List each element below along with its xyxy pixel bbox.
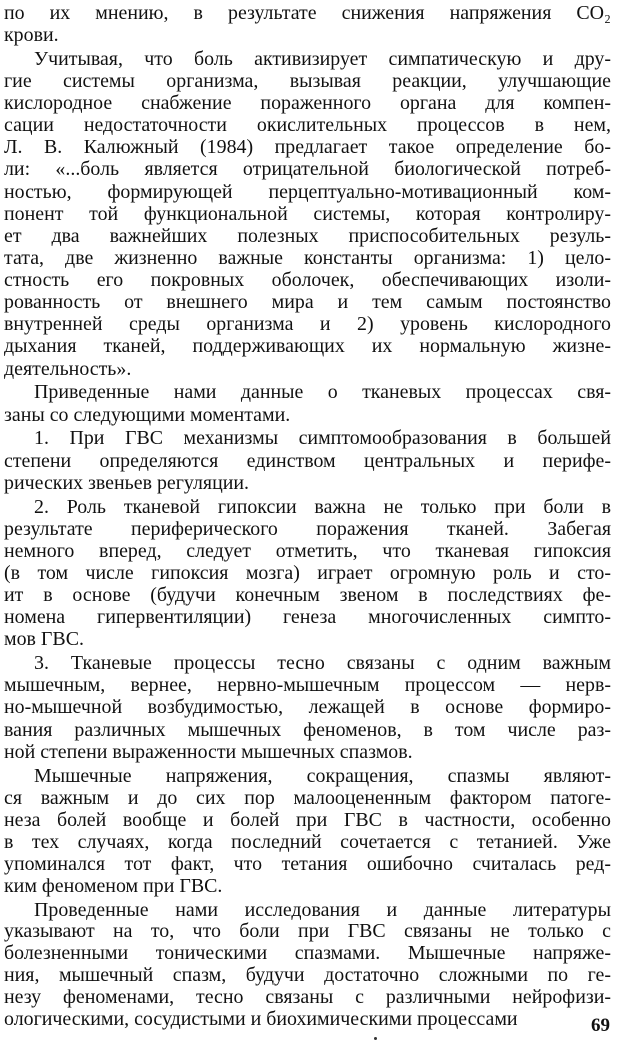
text-line: (в том числе гипоксия мозга) играет огромную роль и сто- — [4, 561, 611, 584]
book-page — [4, 0, 611, 1051]
page-number: 69 — [591, 1015, 610, 1036]
text-line: внутренней среды организма и 2) уровень кислородного — [4, 313, 611, 336]
text-line: Мышечные напряжения, сокращения, спазмы являют- — [34, 764, 611, 787]
text-line: заны со следующими моментами. — [4, 403, 291, 426]
text-line: вания различных мышечных феноменов, в том числе раз- — [4, 718, 611, 741]
text-line: ной степени выраженности мышечных спазмов. — [4, 740, 413, 763]
text-line: рованность от внешнего мира и тем самым постоянство — [4, 291, 611, 314]
text-line: Приведенные нами данные о тканевых процессах свя- — [34, 381, 611, 404]
text-line: ния, мышечный спазм, будучи достаточно сложными по ге- — [4, 963, 611, 986]
text-line: но-мышечной возбудимостью, лежащей в основе формиро- — [4, 696, 611, 719]
text-line: степени определяются единством центральных и перифе- — [4, 449, 611, 472]
text-line: немного вперед, следует отметить, что тканевая гипоксия — [4, 539, 611, 562]
text-line: болезненными тоническими спазмами. Мышечные напряже- — [4, 941, 611, 964]
text-line: Учитывая, что боль активизирует симпатическую и дру- — [34, 47, 611, 70]
text-line: кислородное снабжение пораженного органа для компен- — [4, 92, 611, 115]
text-line: по их мнению, в результате снижения напряжения CO₂ — [4, 1, 611, 24]
text-line: незу феноменами, тесно связаны с различными нейрофизи- — [4, 985, 611, 1008]
text-line: упоминался тот факт, что тетания ошибочно считалась ред- — [4, 853, 611, 876]
text-line: в тех случаях, когда последний сочетается с тетанией. Уже — [4, 831, 611, 853]
text-line: деятельность». — [4, 357, 132, 380]
print-speck — [374, 1037, 377, 1040]
text-line: рических звеньев регуляции. — [4, 471, 250, 494]
text-line: сации недостаточности окислительных процессов в нем, — [4, 114, 611, 137]
text-line: ким феноменом при ГВС. — [4, 875, 223, 898]
text-line: дыхания тканей, поддерживающих их нормальную жизне- — [4, 335, 611, 358]
text-line: результате периферического поражения тканей. Забегая — [4, 517, 611, 540]
text-line: стность его покровных оболочек, обеспечивающих изоли- — [4, 269, 611, 292]
text-line: указывают на то, что боли при ГВС связаны не только с — [4, 919, 611, 942]
text-line: неза болей вообще и болей при ГВС в частности, особенно — [4, 808, 611, 831]
text-line: 3. Тканевые процессы тесно связаны с одним важным — [34, 652, 611, 675]
text-line: ся важным и до сих пор малооцененным фактором патоге- — [4, 786, 611, 809]
text-line: мов ГВС. — [4, 628, 84, 651]
text-line: номена гипервентиляции) генеза многочисленных симпто- — [4, 606, 611, 629]
text-line: ит в основе (будучи конечным звеном в последствиях фе- — [4, 584, 611, 607]
text-line: Проведенные нами исследования и данные литературы — [34, 899, 611, 922]
text-line: ли: «...боль является отрицательной биологической потреб- — [4, 158, 611, 181]
text-line: ностью, формирующей перцептуально-мотивационный ком- — [4, 180, 611, 203]
text-line: ет два важнейших полезных приспособительных резуль- — [4, 224, 611, 247]
text-line: ологическими, сосудистыми и биохимическими процессами — [4, 1008, 518, 1030]
text-line: тата, две жизненно важные константы организма: 1) цело- — [4, 246, 611, 269]
text-line: 2. Роль тканевой гипоксии важна не только при боли в — [34, 495, 611, 518]
text-line: крови. — [4, 23, 59, 46]
text-line: гие системы организма, вызывая реакции, улучшающие — [4, 69, 611, 92]
text-line: Л. В. Калюжный (1984) предлагает такое определение бо- — [4, 136, 611, 159]
text-line: мышечным, вернее, нервно-мышечным процессом — нерв- — [4, 674, 611, 697]
text-line: 1. При ГВС механизмы симптомообразования в большей — [34, 427, 611, 450]
text-line: понент той функциональной системы, которая контролиру- — [4, 202, 611, 225]
